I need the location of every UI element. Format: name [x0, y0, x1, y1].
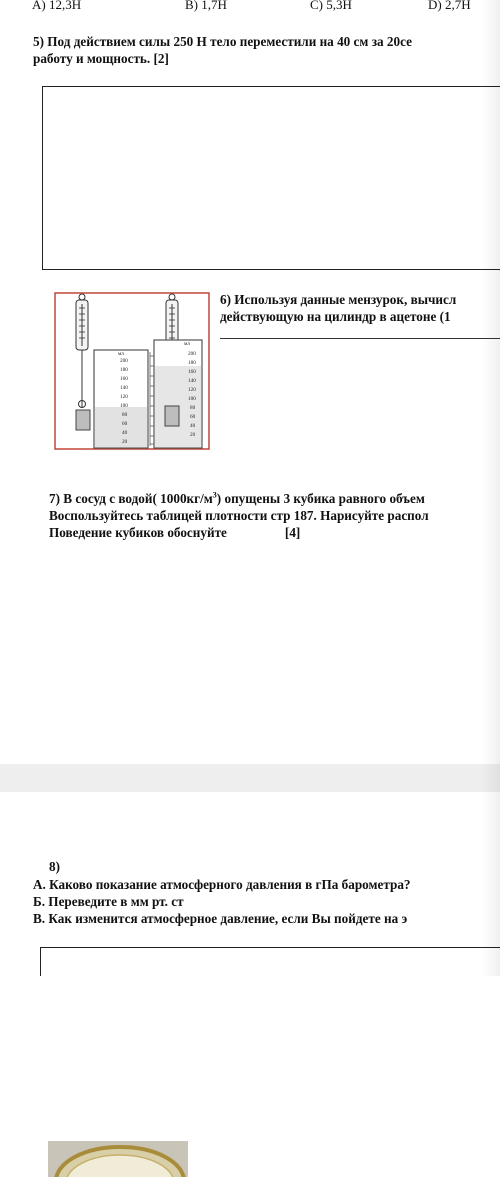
- svg-text:мл: мл: [118, 351, 124, 357]
- worksheet-page-2: [0, 792, 500, 976]
- q5-line1: 5) Под действием силы 250 Н тело переместили на 40 см за 20се: [33, 34, 412, 49]
- option-d: D) 2,7Н: [428, 0, 471, 12]
- q6-answer-line[interactable]: [220, 338, 500, 339]
- svg-text:100: 100: [188, 396, 196, 402]
- svg-text:180: 180: [188, 360, 196, 366]
- q8-photo-frame: [40, 947, 500, 976]
- q8-part-c: В. Как изменится атмосферное давление, если Вы пойдете на э: [33, 911, 408, 926]
- page-gap: [0, 764, 500, 792]
- svg-text:140: 140: [188, 378, 196, 384]
- svg-text:60: 60: [190, 414, 196, 420]
- svg-text:40: 40: [190, 423, 196, 429]
- svg-text:80: 80: [190, 405, 196, 411]
- q7-line3: Поведение кубиков обоснуйте [4]: [49, 525, 301, 540]
- q6-line2: действующую на цилиндр в ацетоне (1: [220, 309, 451, 324]
- svg-text:40: 40: [122, 430, 128, 436]
- svg-text:120: 120: [188, 387, 196, 393]
- q8-part-b: Б. Переведите в мм рт. ст: [33, 894, 184, 909]
- q7-line2: Воспользуйтесь таблицей плотности стр 187. Нарисуйте распол: [49, 508, 429, 523]
- svg-text:20: 20: [190, 432, 196, 438]
- svg-text:мл: мл: [184, 341, 190, 347]
- q5-line2: работу и мощность. [2]: [33, 51, 169, 66]
- q5-answer-box[interactable]: [42, 86, 500, 270]
- svg-text:180: 180: [120, 367, 128, 373]
- q7-line1: 7) В сосуд с водой( $1000кг/м^3$) опущены 3 кубика равного объем: [49, 490, 425, 506]
- measuring-cylinders-figure: [54, 292, 210, 450]
- option-a: A) 12,3Н: [32, 0, 82, 12]
- svg-text:200: 200: [120, 358, 128, 364]
- option-c: C) 5,3Н: [310, 0, 352, 12]
- svg-text:120: 120: [120, 394, 128, 400]
- svg-text:80: 80: [122, 412, 128, 418]
- svg-text:100: 100: [120, 403, 128, 409]
- option-b: B) 1,7Н: [185, 0, 227, 12]
- svg-text:200: 200: [188, 351, 196, 357]
- svg-text:20: 20: [122, 439, 128, 445]
- q8-part-a: А. Каково показание атмосферного давления в гПа барометра?: [33, 877, 411, 892]
- barometer-photo: [48, 1141, 188, 1177]
- svg-text:60: 60: [122, 421, 128, 427]
- q8-number: 8): [49, 859, 60, 874]
- svg-text:160: 160: [120, 376, 128, 382]
- q6-line1: 6) Используя данные мензурок, вычисл: [220, 292, 457, 307]
- svg-text:140: 140: [120, 385, 128, 391]
- svg-text:160: 160: [188, 369, 196, 375]
